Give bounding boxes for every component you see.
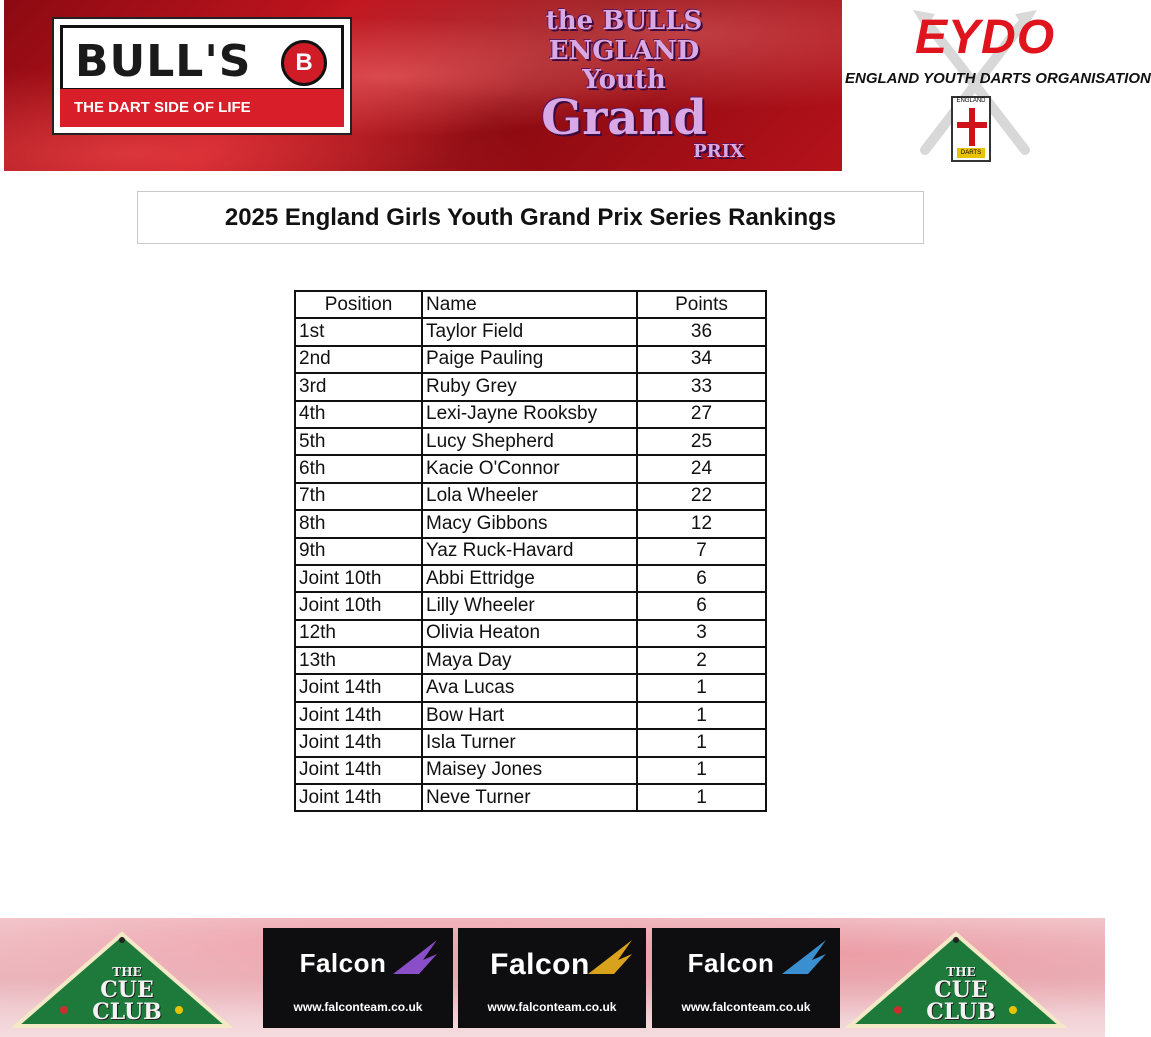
cue-club-line1: THE: [112, 965, 142, 979]
cell-name: Maya Day: [422, 647, 637, 674]
cell-name: Isla Turner: [422, 729, 637, 756]
table-row: [295, 647, 766, 674]
cell-points: 1: [637, 702, 766, 729]
eydo-shield-icon: [951, 96, 991, 162]
eydo-acronym: EYDO: [915, 11, 1056, 64]
table-header-row: [295, 291, 766, 318]
cell-points: 6: [637, 565, 766, 592]
cell-position: Joint 10th: [295, 592, 422, 619]
table-row: [295, 620, 766, 647]
table-row: [295, 702, 766, 729]
cue-club-text: [916, 966, 1006, 1023]
falcon-panel-1: [263, 928, 453, 1028]
cell-position: 9th: [295, 538, 422, 565]
cell-points: 36: [637, 318, 766, 345]
eydo-logo: [845, 0, 1151, 171]
cue-club-text: [82, 966, 172, 1023]
cell-points: 34: [637, 346, 766, 373]
cell-name: Neve Turner: [422, 784, 637, 811]
cell-points: 25: [637, 428, 766, 455]
cell-points: 1: [637, 757, 766, 784]
cell-points: 6: [637, 592, 766, 619]
cell-points: 1: [637, 784, 766, 811]
cell-position: 6th: [295, 455, 422, 482]
cell-position: Joint 14th: [295, 702, 422, 729]
cell-position: 12th: [295, 620, 422, 647]
cell-name: Taylor Field: [422, 318, 637, 345]
cell-name: Maisey Jones: [422, 757, 637, 784]
cell-points: 2: [637, 647, 766, 674]
cell-name: Bow Hart: [422, 702, 637, 729]
table-row: [295, 373, 766, 400]
cell-points: 24: [637, 455, 766, 482]
table-row: [295, 757, 766, 784]
table-row: [295, 784, 766, 811]
table-row: [295, 510, 766, 537]
cell-points: 22: [637, 483, 766, 510]
cue-club-line3: CLUB: [92, 999, 162, 1025]
cell-name: Lucy Shepherd: [422, 428, 637, 455]
cell-position: Joint 14th: [295, 674, 422, 701]
cell-points: 1: [637, 729, 766, 756]
table-row: [295, 483, 766, 510]
cue-club-line1: THE: [946, 965, 976, 979]
cell-position: Joint 10th: [295, 565, 422, 592]
cell-position: 13th: [295, 647, 422, 674]
falcon-panel-2: [458, 928, 646, 1028]
cell-points: 7: [637, 538, 766, 565]
falcon-wordmark: Falcon: [490, 948, 590, 981]
cell-name: Lexi-Jayne Rooksby: [422, 401, 637, 428]
gp-line-1: the BULLS: [545, 6, 703, 36]
table-row: [295, 729, 766, 756]
page-title: 2025 England Girls Youth Grand Prix Series Rankings: [224, 203, 837, 231]
cue-club-logo-right: [846, 918, 1066, 1037]
cell-position: 3rd: [295, 373, 422, 400]
falcon-wordmark: Falcon: [299, 948, 387, 978]
cell-name: Yaz Ruck-Havard: [422, 538, 637, 565]
header-points: Points: [637, 291, 766, 318]
cell-name: Macy Gibbons: [422, 510, 637, 537]
bulls-logo: [52, 17, 352, 135]
table-row: [295, 592, 766, 619]
cell-name: Lola Wheeler: [422, 483, 637, 510]
cell-name: Abbi Ettridge: [422, 565, 637, 592]
shield-bottom-label: DARTS: [957, 148, 985, 158]
rankings-table: [294, 290, 767, 812]
cue-club-line2: CUE: [934, 977, 988, 1003]
grand-prix-logo: [484, 6, 764, 162]
sponsor-banner: [0, 918, 1105, 1037]
cue-club-logo-left: [12, 918, 232, 1037]
table-row: [295, 565, 766, 592]
table-row: [295, 346, 766, 373]
gp-line-4: Grand: [541, 90, 707, 146]
cell-name: Paige Pauling: [422, 346, 637, 373]
falcon-url: www.falconteam.co.uk: [487, 1000, 617, 1014]
cell-points: 3: [637, 620, 766, 647]
cell-position: Joint 14th: [295, 784, 422, 811]
falcon-panel-3: [652, 928, 840, 1028]
table-row: [295, 428, 766, 455]
cell-position: Joint 14th: [295, 729, 422, 756]
cell-name: Ava Lucas: [422, 674, 637, 701]
eydo-full-name: ENGLAND YOUTH DARTS ORGANISATION: [845, 70, 1151, 87]
cue-club-line3: CLUB: [926, 999, 996, 1025]
gp-line-2: ENGLAND: [548, 36, 700, 66]
falcon-url: www.falconteam.co.uk: [293, 1000, 423, 1014]
header-name: Name: [422, 291, 637, 318]
falcon-wordmark: Falcon: [687, 948, 775, 978]
bulls-tagline: THE DART SIDE OF LIFE: [74, 99, 251, 116]
cell-position: 5th: [295, 428, 422, 455]
bulls-wordmark: BULL'S: [75, 36, 252, 87]
cell-name: Kacie O'Connor: [422, 455, 637, 482]
bulls-badge-icon: B: [281, 40, 327, 86]
cell-points: 12: [637, 510, 766, 537]
bulls-grand-prix-banner: [4, 0, 842, 171]
cell-position: 7th: [295, 483, 422, 510]
table-row: [295, 318, 766, 345]
cell-position: 8th: [295, 510, 422, 537]
cell-name: Olivia Heaton: [422, 620, 637, 647]
table-row: [295, 455, 766, 482]
table-row: [295, 401, 766, 428]
cell-position: Joint 14th: [295, 757, 422, 784]
header-position: Position: [295, 291, 422, 318]
table-row: [295, 538, 766, 565]
cell-name: Lilly Wheeler: [422, 592, 637, 619]
gp-line-5: PRIX: [693, 141, 744, 162]
title-box: [137, 191, 924, 244]
shield-top-label: ENGLAND: [956, 98, 986, 104]
cue-club-line2: CUE: [100, 977, 154, 1003]
cell-position: 4th: [295, 401, 422, 428]
cell-position: 1st: [295, 318, 422, 345]
cell-points: 33: [637, 373, 766, 400]
cell-name: Ruby Grey: [422, 373, 637, 400]
table-row: [295, 674, 766, 701]
falcon-url: www.falconteam.co.uk: [681, 1000, 811, 1014]
rankings-body: [295, 318, 766, 811]
cell-points: 1: [637, 674, 766, 701]
cell-position: 2nd: [295, 346, 422, 373]
cell-points: 27: [637, 401, 766, 428]
gp-line-3: Youth: [582, 65, 666, 95]
